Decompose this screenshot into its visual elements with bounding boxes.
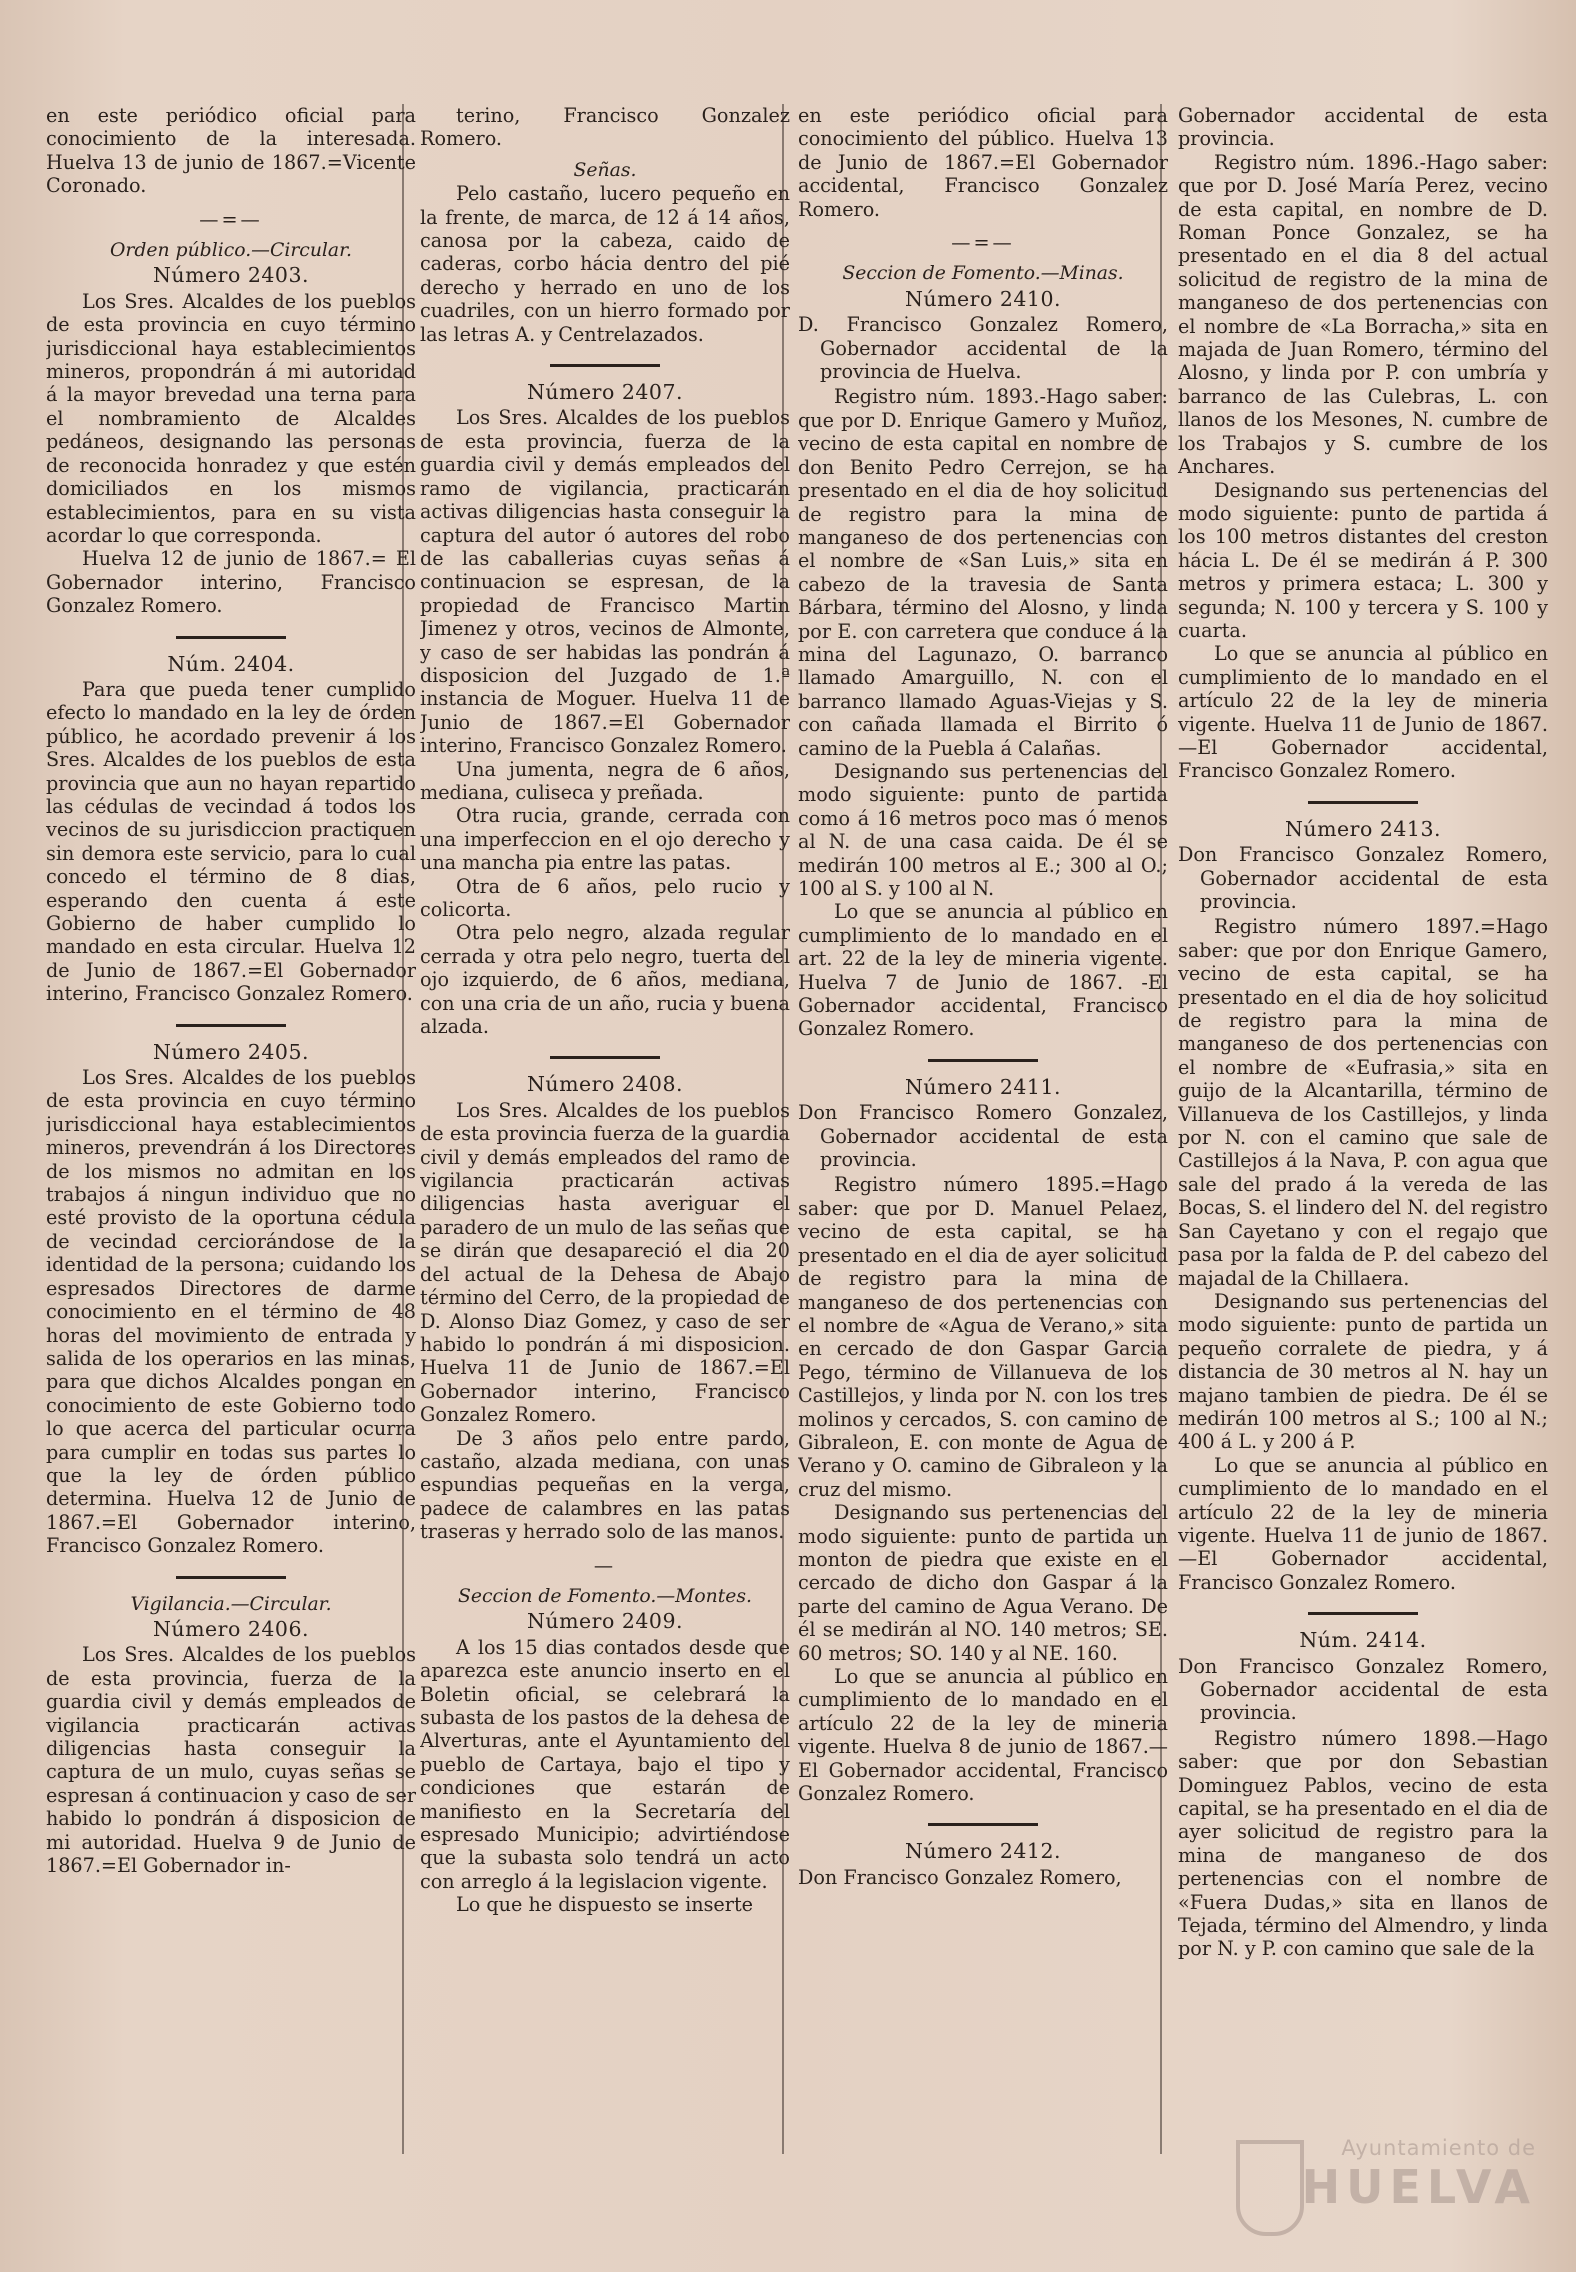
watermark-top-text: Ayuntamiento de [1341, 2136, 1536, 2160]
ayuntamiento-huelva-watermark [1236, 2136, 1536, 2232]
paragraph: Una jumenta, negra de 6 años, mediana, culiseca y preñada. [420, 757, 790, 804]
paragraph: Lo que he dispuesto se inserte [456, 1893, 754, 1917]
paragraph: Lo que se anuncia al público en cumplimiento de lo mandado en el artículo 22 de la ley de mineria vigente. Huelva 11 de junio de 1867.—El Gobernador accidental, Francisco Gonzalez Romero. [1178, 1453, 1548, 1594]
notice-header: D. Francisco Gonzalez Romero, Gobernador accidental de la provincia de Huelva. [798, 313, 1168, 384]
section-heading: Señas. [573, 159, 637, 181]
paragraph: Registro número 1898.—Hago saber: que por don Sebastian Dominguez Pablos, vecino de esta capital, se ha presentado en el dia de ayer solicitud de registro para la mina de manganeso de dos pertenencias con el nombre de «Fuera Dudas,» sita en llanos de Tejada, término del Almendro, y linda por N. y P. con camino que sale de la [1178, 1726, 1548, 1961]
watermark-city-text: HUELVA [1301, 2160, 1536, 2214]
paragraph: Los Sres. Alcaldes de los pueblos de esta provincia en cuyo término jurisdiccional haya establecimientos mineros, propondrán á mi autoridad á la mayor brevedad una terna para el nombramiento de Alcaldes pedáneos, designando las personas de reconocida honradez y que estén domiciliados en los mismos establecimientos, para en su vista acordar lo que corresponda. [46, 289, 416, 547]
separator: —=— [199, 207, 263, 231]
section-heading: Vigilancia.—Circular. [130, 1593, 332, 1615]
separator [928, 1823, 1038, 1826]
notice-number: Núm. 2404. [167, 651, 295, 676]
paragraph: en este periódico oficial para conocimiento del público. Huelva 13 de Junio de 1867.=El Gobernador accidental, Francisco Gonzalez Romero. [798, 104, 1168, 221]
separator: — [593, 1553, 617, 1577]
paragraph: Los Sres. Alcaldes de los pueblos de esta provincia, fuerza de la guardia civil y demás empleados de vigilancia practicarán activas diligencias hasta conseguir la captura de un mulo, cuyas señas se espresan á continuacion y caso de ser habido lo pondrán á disposicion de mi autoridad. Huelva 9 de Junio de 1867.=El Gobernador in- [46, 1643, 416, 1878]
paragraph: Otra rucia, grande, cerrada con una imperfeccion en el ojo derecho y una mancha pia entre las patas. [420, 804, 790, 875]
notice-header: Don Francisco Romero Gonzalez, Gobernador accidental de esta provincia. [798, 1101, 1168, 1172]
paragraph: Huelva 12 de junio de 1867.= El Gobernador interino, Francisco Gonzalez Romero. [46, 547, 416, 618]
paragraph: Lo que se anuncia al público en cumplimiento de lo mandado en el artículo 22 de la ley de mineria vigente. Huelva 11 de Junio de 1867.—El Gobernador accidental, Francisco Gonzalez Romero. [1178, 642, 1548, 783]
paragraph: Designando sus pertenencias del modo siguiente: punto de partida á los 100 metros distantes del creston hácia L. De él se medirán á P. 300 metros y primera estaca; L. 300 y segunda; N. 100 y tercera y S. 100 y cuarta. [1178, 478, 1548, 642]
notice-number: Número 2403. [152, 263, 310, 288]
separator [176, 1576, 286, 1579]
notice-number: Núm. 2414. [1299, 1628, 1427, 1653]
paragraph: De 3 años pelo entre pardo, castaño, alzada mediana, con unas espundias pequeñas en la verga, padece de calambres en las patas traseras y herrado solo de las manos. [420, 1426, 790, 1544]
column-4 [1178, 104, 1548, 2244]
column-2 [420, 104, 790, 2244]
notice-header: Don Francisco Gonzalez Romero, Gobernador accidental de esta provincia. [1178, 843, 1548, 913]
paragraph: Los Sres. Alcaldes de los pueblos de esta provincia, fuerza de la guardia civil y demás empleados del ramo de vigilancia, practicarán activas diligencias hasta conseguir la captura del autor ó autores del robo de las caballerias cuyas señas á continuacion se espresan, de la propiedad de Francisco Martin Jimenez y otros, vecinos de Almonte, y caso de ser habidas las pondrán á disposicion del Juzgado de 1.ª instancia de Moguer. Huelva 11 de Junio de 1867.=El Gobernador interino, Francisco Gonzalez Romero. [420, 406, 790, 758]
notice-number: Número 2408. [526, 1072, 684, 1097]
separator [1308, 801, 1418, 804]
separator [176, 1024, 286, 1027]
notice-number: Número 2411. [904, 1074, 1062, 1099]
paragraph: Otra pelo negro, alzada regular cerrada y otra pelo negro, tuerta del ojo izquierdo, de 6 años, mediana, con una cria de un año, rucia y buena alzada. [420, 921, 790, 1039]
column-3 [798, 104, 1168, 2244]
paragraph: A los 15 dias contados desde que aparezca este anuncio inserto en el Boletin oficial, se celebrará la subasta de los pastos de la dehesa de Alverturas, ante el Ayuntamiento del pueblo de Cartaya, bajo el tipo y condiciones que estarán de manifiesto en la Secretaría del espresado Municipio; advirtiéndose que la subasta solo tendrá un acto con arreglo á la legislacion vigente. [420, 1635, 790, 1893]
separator [550, 1056, 660, 1059]
paragraph: en este periódico oficial para conocimiento de la interesada. Huelva 13 de junio de 1867.=Vicente Coronado. [46, 104, 416, 198]
section-heading: Seccion de Fomento.—Montes. [457, 1585, 753, 1607]
shield-icon [1236, 2140, 1304, 2236]
notice-number: Número 2405. [152, 1039, 310, 1064]
paragraph: Lo que se anuncia al público en cumplimiento de lo mandado en el art. 22 de la ley de mineria vigente. Huelva 7 de Junio de 1867. -El Gobernador accidental, Francisco Gonzalez Romero. [798, 900, 1168, 1041]
paragraph: Designando sus pertenencias del modo siguiente: punto de partida un monton de piedra que existe en el cercado de dicho don Gaspar á la parte del camino de Agua Verano. De él se medirán al NO. 140 metros; SE. 60 metros; SO. 140 y al NE. 160. [798, 1501, 1168, 1665]
paragraph: Los Sres. Alcaldes de los pueblos de esta provincia en cuyo término jurisdiccional haya establecimientos mineros, prevendrán á los Directores de los mismos no admitan en los trabajos á ningun individuo que no esté provisto de la oportuna cédula de vecindad cerciorándose de la identidad de la persona; cuidando los espresados Directores de darme conocimiento en el término de 48 horas del movimiento de entrada y salida de los operarios en las minas, para que dichos Alcaldes pongan en conocimiento de este Gobierno todo lo que acerca del particular ocurra para cumplir en todas sus partes lo que la ley de órden público determina. Huelva 12 de Junio de 1867.=El Gobernador interino, Francisco Gonzalez Romero. [46, 1066, 416, 1558]
paragraph: Lo que se anuncia al público en cumplimiento de lo mandado en el artículo 22 de la ley de mineria vigente. Huelva 8 de junio de 1867.—El Gobernador accidental, Francisco Gonzalez Romero. [798, 1665, 1168, 1806]
notice-header: Gobernador accidental de esta provincia. [1178, 104, 1548, 151]
paragraph: Pelo castaño, lucero pequeño en la frente, de marca, de 12 á 14 años, canosa por la cabeza, caido de caderas, corbo hácia dentro del pié derecho y herrado en uno de los cuadriles, con un hierro formado por las letras A. y Centrelazados. [420, 182, 790, 346]
section-heading: Orden público.—Circular. [109, 240, 353, 262]
separator [1308, 1612, 1418, 1615]
paragraph: Registro núm. 1896.-Hago saber: que por D. José María Perez, vecino de esta capital, en nombre de D. Roman Ponce Gonzalez, se ha presentado en el dia 8 del actual solicitud de registro de la mina de manganeso de dos pertenencias con el nombre de «La Borracha,» sita en majada de Juan Romero, término del Alosno, y linda por P. con umbría y barranco de las Culebras, L. con llanos de los Mesones, N. cumbre de los Trabajos y S. cumbre de los Anchares. [1178, 150, 1548, 479]
paragraph: Para que pueda tener cumplido efecto lo mandado en la ley de órden público, he acordado prevenir á los Sres. Alcaldes de los pueblos de esta provincia que aun no hayan repartido las cédulas de vecindad á todos los vecinos de su jurisdiccion practiquen sin demora este servicio, para lo cual concedo el término de 8 dias, esperando den cuenta á este Gobierno de haber cumplido lo mandado en esta circular. Huelva 12 de Junio de 1867.=El Gobernador interino, Francisco Gonzalez Romero. [46, 677, 416, 1006]
notice-number: Número 2412. [904, 1839, 1062, 1864]
paragraph: Designando sus pertenencias del modo siguiente: punto de partida como á 16 metros poco mas ó menos al N. de una casa caida. De él se medirán 100 metros al E.; 300 al O.; 100 al S. y 100 al N. [798, 759, 1168, 900]
notice-header: Don Francisco Gonzalez Romero, Gobernador accidental de esta provincia. [1178, 1654, 1548, 1725]
separator [176, 636, 286, 639]
separator: —=— [951, 231, 1015, 255]
paragraph: Registro número 1897.=Hago saber: que por don Enrique Gamero, vecino de esta capital, se ha presentado en el dia de hoy solicitud de registro para la mina de manganeso de dos pertenencias con el nombre de «Eufrasia,» sita en guijo de la Alcantarilla, término de Villanueva de los Castillejos, y linda por N. con el camino que sale de Castillejos á la Nava, P. con agua que sale del prado á la vereda de las Bocas, S. el lindero del N. del registro San Cayetano y con el regajo que pasa por la falda de P. del cabezo del majadal de la Chillaera. [1178, 915, 1548, 1290]
paragraph: terino, Francisco Gonzalez Romero. [420, 104, 790, 151]
paragraph: Registro núm. 1893.-Hago saber: que por D. Enrique Gamero y Muñoz, vecino de esta capital en nombre de don Benito Pedro Cerrejon, se ha presentado en el dia de hoy solicitud de registro para la mina de manganeso de dos pertenencias con el nombre de «San Luis,» sita en cabezo de la travesia de Santa Bárbara, término del Alosno, y linda por E. con carretera que conduce á la mina del Lagunazo, O. barranco llamado Amarguillo, N. con el barranco llamado Aguas-Viejas y S. con cañada llamada el Birrito ó camino de la Puebla á Calañas. [798, 385, 1168, 760]
notice-number: Número 2413. [1284, 816, 1442, 841]
notice-number: Número 2410. [904, 286, 1062, 311]
section-heading: Seccion de Fomento.—Minas. [842, 263, 1124, 285]
notice-number: Número 2406. [152, 1616, 310, 1641]
notice-header: Don Francisco Gonzalez Romero, [798, 1865, 1122, 1889]
notice-number: Número 2407. [526, 380, 684, 405]
notice-number: Número 2409. [526, 1609, 684, 1634]
paragraph: Los Sres. Alcaldes de los pueblos de esta provincia fuerza de la guardia civil y demás empleados del ramo de vigilancia practicarán activas diligencias hasta averiguar el paradero de un mulo de las señas que se dirán que desapareció el dia 20 del actual de la Dehesa de Abajo término del Cerro, de la propiedad de D. Alonso Diaz Gomez, y caso de ser habido lo pondrán á mi disposicion. Huelva 11 de Junio de 1867.=El Gobernador interino, Francisco Gonzalez Romero. [420, 1098, 790, 1427]
separator [928, 1059, 1038, 1062]
paragraph: Registro número 1895.=Hago saber: que por D. Manuel Pelaez, vecino de esta capital, se ha presentado en el dia de ayer solicitud de registro para la mina de manganeso de dos pertenencias con el nombre de «Agua de Verano,» sita en cercado de don Gaspar Garcia Pego, término de Villanueva de los Castillejos, y linda por N. con los tres molinos y cercados, S. con camino de Gibraleon, E. con monte de Agua de Verano y O. camino de Gibraleon y la cruz del mismo. [798, 1173, 1168, 1501]
paragraph: Otra de 6 años, pelo rucio y colicorta. [420, 874, 790, 921]
paragraph: Designando sus pertenencias del modo siguiente: punto de partida un pequeño corralete de piedra, y á distancia de 30 metros al N. hay un majano tambien de piedra. De él se medirán 100 metros al S.; 100 al N.; 400 á L. y 200 á P. [1178, 1289, 1548, 1454]
separator [550, 364, 660, 367]
column-1 [46, 104, 416, 2244]
